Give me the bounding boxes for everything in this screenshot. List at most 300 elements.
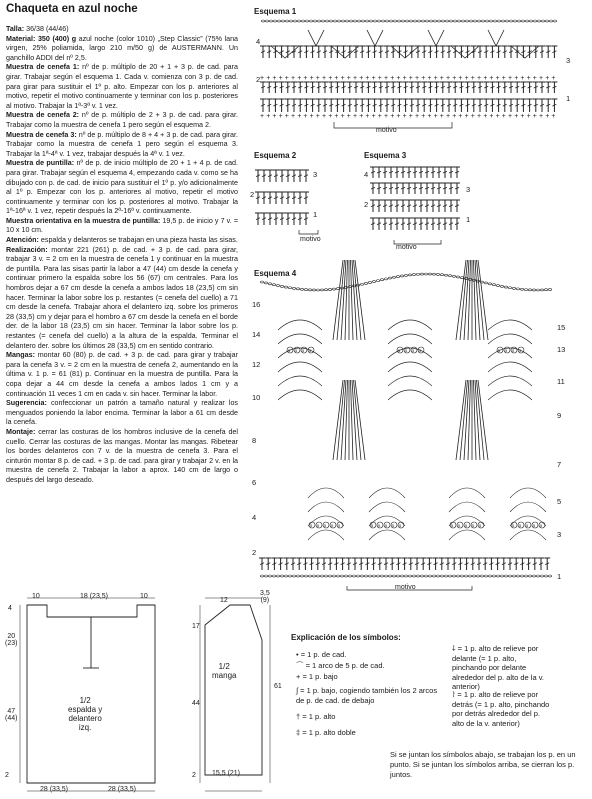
- paragraph-label: Muestra de cenefa 1:: [6, 63, 80, 72]
- stitch-ch: [505, 20, 508, 22]
- paragraph-text: cerrar las costuras de los hombros inclusive de la cenefa del cuello. Cerrar las costuras de las mangas. Montar las mangas. Ribetear los bordes delanteros con 7 v. de la muestra de cenefa 3. Para el cinturón montar 8 p. de cad. + 3 p. de cad. para girar y trabajar 2 v. en la muestra de cenefa 2. Trabajar la labor a aprox. 140 cm de largo o después del largo deseado.: [6, 427, 238, 484]
- arc-5ch: [504, 347, 510, 353]
- stitch-ch: [329, 20, 332, 22]
- paragraph-label: Muestra orientativa en la muestra de puntilla:: [6, 216, 161, 225]
- body-outline: [27, 605, 155, 783]
- dim-label: 61: [274, 683, 282, 690]
- stitch-sc: +: [458, 113, 463, 120]
- stitch-sc: +: [390, 113, 395, 120]
- stitch-sc: +: [334, 75, 339, 82]
- stitch-sc: +: [309, 113, 314, 120]
- motivo-bracket: [299, 230, 318, 234]
- stitch-ch: [349, 20, 352, 22]
- stitch-ch: [536, 289, 539, 291]
- stitch-sc: +: [359, 75, 364, 82]
- dim-label: 3,5 (9): [260, 590, 270, 604]
- stitch-ch: [260, 575, 263, 577]
- stitch-ch: [541, 20, 544, 22]
- stitch-sc: +: [396, 113, 401, 120]
- paragraph-label: Atención:: [6, 236, 39, 245]
- stitch-sc: +: [421, 113, 426, 120]
- legend-text: = 1 p. bajo, cogiendo también los 2 arcos de p. de cad. de debajo: [296, 686, 438, 705]
- stitch-ch: [429, 20, 432, 22]
- chart-2-title: Esquema 2: [254, 151, 297, 160]
- stitch-sc: +: [328, 75, 333, 82]
- stitch-sc: +: [452, 113, 457, 120]
- stitch-sc: +: [446, 75, 451, 82]
- stitch-ch: [553, 20, 556, 22]
- stitch-ch: [400, 275, 403, 277]
- stitch-ch: [492, 284, 495, 286]
- stitch-ch: [408, 575, 411, 577]
- row-number: 10: [252, 393, 261, 402]
- svg-text:5: 5: [512, 348, 515, 353]
- row-number: 9: [557, 411, 562, 420]
- stitch-ch: [413, 20, 416, 22]
- stitch-ch: [273, 20, 276, 22]
- stitch-sc: +: [377, 75, 382, 82]
- stitch-sc: +: [551, 75, 556, 82]
- stitch-ch: [281, 20, 284, 22]
- stitch-ch: [453, 20, 456, 22]
- stitch-ch: [336, 288, 339, 290]
- stitch-ch: [292, 287, 295, 289]
- paragraph-text: montar 60 (80) p. de cad. + 3 p. de cad. para girar y trabajar para la cenefa 3 v. = 2 cm en la muestra de cenefa 2, aumentando en la última v. 1 p. = 61 (81) p. Continuar en la muestra de puntilla. Para la copa dejar a 44 cm desde la cenefa a ambos lados 1 cm y a continuación 11 veces 1 cm en cada v. sin hacer. Terminar la labor.: [6, 351, 238, 398]
- arc-5ch: [532, 522, 538, 528]
- arc-5ch: [518, 522, 524, 528]
- stitch-ch: [352, 575, 355, 577]
- stitch-ch: [416, 273, 419, 275]
- chart-3-title: Esquema 3: [364, 151, 407, 160]
- stitch-sc: +: [539, 113, 544, 120]
- paragraph-text: nº de p. múltiplo de 20 + 1 + 3 p. de cad. para girar. Trabajar según el esquema 1. Cada v. comienza con 3 p. de cad. para girar para sustituir el 1º p. alto. Empezar con los p. anteriores al motivo, repetir el motivo continuamente y terminar con los p. posteriores al motivo. Trabajar la 1ª-3ª v. 1 vez.: [6, 63, 239, 110]
- legend-text: = 1 p. alto de relieve por delante (= 1 p. alto, pinchando por delante alrededor del p. alto de la v. anterior): [452, 644, 545, 691]
- stitch-ch: [336, 575, 339, 577]
- chart-3-diagram: [370, 167, 460, 244]
- stitch-ch: [412, 274, 415, 276]
- stitch-sc: +: [272, 75, 277, 82]
- stitch-sc: +: [396, 75, 401, 82]
- row-number: 3: [557, 530, 562, 539]
- stitch-sc: +: [384, 75, 389, 82]
- chart-1-title: Esquema 1: [254, 7, 297, 16]
- piece-label: 1/2 manga: [212, 662, 237, 680]
- stitch-ch: [276, 285, 279, 287]
- stitch-ch: [320, 575, 323, 577]
- legend-symbol-icon: ∫: [296, 686, 301, 695]
- stitch-ch: [512, 287, 515, 289]
- stitch-sc: +: [433, 113, 438, 120]
- paragraph: [6, 399, 238, 428]
- stitch-ch: [340, 287, 343, 289]
- stitch-ch: [529, 20, 532, 22]
- svg-text:5: 5: [465, 523, 468, 528]
- stitch-ch: [492, 575, 495, 577]
- stitch-ch: [332, 575, 335, 577]
- svg-text:5: 5: [519, 348, 522, 353]
- svg-text:5: 5: [399, 523, 402, 528]
- stitch-ch: [480, 575, 483, 577]
- stitch-ch: [532, 289, 535, 291]
- row-number: 3: [313, 170, 318, 179]
- stitch-sc: +: [402, 75, 407, 82]
- stitch-ch: [353, 20, 356, 22]
- chart-4-diagram: [259, 260, 552, 590]
- dim-label: 10: [32, 593, 40, 600]
- dim-label: 17: [192, 623, 200, 630]
- svg-text:5: 5: [458, 523, 461, 528]
- stitch-ch: [328, 575, 331, 577]
- svg-text:5: 5: [371, 523, 374, 528]
- row-number: 3: [566, 56, 571, 65]
- stitch-ch: [469, 20, 472, 22]
- stitch-ch: [376, 280, 379, 282]
- stitch-sc: +: [359, 113, 364, 120]
- arc-5ch: [391, 522, 397, 528]
- legend-text: = 1 p. alto de relieve por detrás (= 1 p. alto, pinchando por detrás alrededor del p. alto de la v. anterior): [452, 690, 550, 728]
- stitch-ch: [500, 285, 503, 287]
- row-number: 5: [557, 497, 562, 506]
- stitch-ch: [324, 289, 327, 291]
- stitch-ch: [409, 20, 412, 22]
- arc-5ch: [518, 347, 524, 353]
- stitch-ch: [472, 575, 475, 577]
- stitch-sc: +: [514, 113, 519, 120]
- stitch-ch: [341, 20, 344, 22]
- stitch-ch: [493, 20, 496, 22]
- paragraph: [6, 159, 238, 217]
- legend-text: = 1 arco de 5 p. de cad.: [305, 661, 385, 670]
- stitch-ch: [300, 575, 303, 577]
- stitch-ch: [328, 288, 331, 290]
- stitch-ch: [316, 289, 319, 291]
- stitch-sc: +: [489, 75, 494, 82]
- stitch-sc: +: [346, 75, 351, 82]
- legend-text: = 1 p. alto: [302, 712, 336, 721]
- stitch-sc: +: [464, 113, 469, 120]
- stitch-ch: [468, 278, 471, 280]
- arc-5ch: [337, 522, 343, 528]
- legend-title: Explicación de los símbolos:: [291, 633, 401, 642]
- paragraph: [6, 63, 238, 111]
- stitch-ch: [428, 273, 431, 275]
- paragraph-label: Sugerencia:: [6, 399, 47, 408]
- stitch-ch: [432, 273, 435, 275]
- legend-symbol-icon: ⸷: [452, 690, 458, 699]
- stitch-sc: +: [408, 75, 413, 82]
- stitch-ch: [284, 286, 287, 288]
- stitch-ch: [304, 289, 307, 291]
- stitch-ch: [460, 277, 463, 279]
- stitch-ch: [536, 575, 539, 577]
- stitch-ch: [464, 575, 467, 577]
- stitch-ch: [524, 575, 527, 577]
- paragraph-text: montar 221 (261) p. de cad. + 3 p. de cad. para girar, trabajar 3 v. = 2 cm en la muestra de cenefa 1 y continuar en la muestra de puntilla. Para las sisas partir la labor a 47 (44) cm desde la cenefa y continuar primero la espalda sobre los 56 (67) cm centrales. Para los hombros dejar a 67 cm desde la cenefa a ambos lados 18 (23,5) cm sin hacer. Terminar la labor sobre los p. restantes (= cenefa del cuello) a 71 cm desde la cenefa. Trabajar ahora el delantero izq. sobre los primeros 28 (33,5) cm y dejar para el hombro a 67 cm desde la cenefa en el borde der. de la labor 18 (23,5) cm sin hacer. Terminar la labor sobre los p. restantes (= cenefa del cuello) a la altura de la espalda. Terminar el delantero der. sobre los últimos 28 (33,5) cm en sentido contrario.: [6, 245, 238, 350]
- paragraph-text: espalda y delanteros se trabajan en una pieza hasta las sisas.: [38, 236, 238, 245]
- stitch-ch: [452, 575, 455, 577]
- stitch-ch: [504, 575, 507, 577]
- stitch-sc: +: [477, 75, 482, 82]
- svg-text:5: 5: [479, 523, 482, 528]
- paragraph-label: Muestra de cenefa 2:: [6, 111, 80, 120]
- arc-5ch: [308, 347, 314, 353]
- dim-label: 47 (44): [5, 708, 18, 722]
- stitch-ch: [444, 274, 447, 276]
- stitch-ch: [525, 20, 528, 22]
- svg-text:5: 5: [295, 348, 298, 353]
- stitch-ch: [524, 289, 527, 291]
- stitch-ch: [408, 274, 411, 276]
- legend-symbol-icon: ‡: [296, 728, 303, 737]
- row-number: 16: [252, 300, 261, 309]
- stitch-ch: [296, 288, 299, 290]
- stitch-sc: +: [371, 113, 376, 120]
- stitch-sc: +: [260, 113, 265, 120]
- stitch-ch: [464, 277, 467, 279]
- stitch-ch: [396, 276, 399, 278]
- legend-symbol-icon: †: [296, 712, 303, 721]
- stitch-ch: [512, 575, 515, 577]
- stitch-ch: [308, 575, 311, 577]
- stitch-ch: [296, 575, 299, 577]
- stitch-ch: [488, 575, 491, 577]
- paragraph-text: confeccionar un patrón a tamaño natural y realizar los menguados poniendo la labor encima. Terminar la labor a 61 cm desde la cenefa.: [6, 399, 238, 427]
- stitch-ch: [393, 20, 396, 22]
- stitch-ch: [537, 20, 540, 22]
- stitch-ch: [352, 285, 355, 287]
- arc-5ch: [316, 522, 322, 528]
- stitch-sc: +: [353, 75, 358, 82]
- stitch-ch: [361, 20, 364, 22]
- stitch-sc: +: [532, 75, 537, 82]
- stitch-ch: [488, 283, 491, 285]
- stitch-ch: [272, 284, 275, 286]
- stitch-ch: [265, 20, 268, 22]
- stitch-ch: [389, 20, 392, 22]
- stitch-sc: +: [266, 75, 271, 82]
- dim-label: 4: [8, 605, 12, 612]
- stitch-sc: +: [415, 75, 420, 82]
- stitch-ch: [357, 20, 360, 22]
- stitch-sc: +: [390, 75, 395, 82]
- stitch-ch: [412, 575, 415, 577]
- stitch-ch: [420, 273, 423, 275]
- stitch-ch: [268, 283, 271, 285]
- stitch-ch: [384, 575, 387, 577]
- stitch-ch: [392, 575, 395, 577]
- stitch-ch: [544, 575, 547, 577]
- legend-symbol-icon: +: [296, 672, 303, 681]
- stitch-ch: [533, 20, 536, 22]
- legend-text: = 1 p. de cad.: [300, 650, 347, 659]
- paragraph-text: nº de p. múltiplo de 2 + 3 p. de cad. para girar. Trabajar como la muestra de cenefa 1 pero según el esquema 2.: [6, 111, 238, 129]
- stitch-ch: [344, 286, 347, 288]
- stitch-ch: [277, 20, 280, 22]
- arc-5ch: [301, 347, 307, 353]
- stitch-ch: [508, 287, 511, 289]
- arc-5ch: [478, 522, 484, 528]
- arc-5ch: [294, 347, 300, 353]
- stitch-ch: [489, 20, 492, 22]
- svg-text:5: 5: [338, 523, 341, 528]
- stitch-ch: [332, 288, 335, 290]
- paragraph: [6, 217, 238, 236]
- stitch-ch: [376, 575, 379, 577]
- stitch-ch: [308, 289, 311, 291]
- stitch-ch: [481, 20, 484, 22]
- stitch-ch: [293, 20, 296, 22]
- stitch-sc: +: [539, 75, 544, 82]
- paragraph: [6, 25, 238, 35]
- paragraph: [6, 131, 238, 160]
- stitch-ch: [436, 273, 439, 275]
- stitch-ch: [269, 20, 272, 22]
- stitch-sc: +: [303, 113, 308, 120]
- stitch-sc: +: [315, 75, 320, 82]
- arc-5ch: [525, 522, 531, 528]
- stitch-ch: [428, 575, 431, 577]
- stitch-ch: [520, 288, 523, 290]
- arc-5ch: [384, 522, 390, 528]
- stitch-sc: +: [427, 113, 432, 120]
- svg-text:5: 5: [405, 348, 408, 353]
- stitch-ch: [484, 575, 487, 577]
- stitch-sc: +: [439, 75, 444, 82]
- arc-5ch: [397, 347, 403, 353]
- svg-text:5: 5: [540, 523, 543, 528]
- row-number: 3: [466, 185, 471, 194]
- stitch-sc: +: [501, 75, 506, 82]
- arc-5ch: [464, 522, 470, 528]
- stitch-ch: [461, 20, 464, 22]
- stitch-ch: [365, 20, 368, 22]
- stitch-ch: [385, 20, 388, 22]
- legend-item: [296, 712, 441, 722]
- stitch-sc: +: [532, 113, 537, 120]
- chart-4-title: Esquema 4: [254, 269, 297, 278]
- stitch-ch: [372, 281, 375, 283]
- stitch-ch: [372, 575, 375, 577]
- stitch-ch: [404, 575, 407, 577]
- chart-1-motivo: motivo: [376, 127, 397, 134]
- stitch-ch: [497, 20, 500, 22]
- stitch-sc: +: [551, 113, 556, 120]
- stitch-ch: [548, 575, 551, 577]
- svg-text:5: 5: [385, 523, 388, 528]
- legend-item: [296, 672, 441, 682]
- stitch-ch: [424, 273, 427, 275]
- stitch-sc: +: [315, 113, 320, 120]
- paragraph-text: 19,5 p. de inicio y 7 v. = 10 x 10 cm.: [6, 216, 238, 235]
- stitch-sc: +: [470, 113, 475, 120]
- stitch-ch: [289, 20, 292, 22]
- schematics: [20, 598, 270, 791]
- arc-5ch: [471, 522, 477, 528]
- stitch-ch: [333, 20, 336, 22]
- stitch-ch: [288, 575, 291, 577]
- arc-5ch: [287, 347, 293, 353]
- stitch-ch: [388, 277, 391, 279]
- stitch-ch: [501, 20, 504, 22]
- stitch-ch: [381, 20, 384, 22]
- paragraph: [6, 351, 238, 399]
- dim-label: 12: [220, 597, 228, 604]
- row-number: 12: [252, 360, 261, 369]
- arc-5ch: [497, 347, 503, 353]
- stitch-sc: +: [408, 113, 413, 120]
- stitch-sc: +: [284, 75, 289, 82]
- stitch-sc: +: [353, 113, 358, 120]
- stitch-sc: +: [278, 75, 283, 82]
- stitch-ch: [280, 575, 283, 577]
- stitch-sc: +: [439, 113, 444, 120]
- stitch-ch: [373, 20, 376, 22]
- svg-text:5: 5: [302, 348, 305, 353]
- stitch-ch: [421, 20, 424, 22]
- stitch-sc: +: [514, 75, 519, 82]
- row-number: 13: [557, 345, 566, 354]
- stitch-ch: [264, 282, 267, 284]
- paragraph: [6, 428, 238, 486]
- arc-5ch: [418, 347, 424, 353]
- stitch-ch: [508, 575, 511, 577]
- stitch-ch: [396, 575, 399, 577]
- stitch-ch: [517, 20, 520, 22]
- arc-5ch: [404, 347, 410, 353]
- stitch-sc: +: [470, 75, 475, 82]
- stitch-sc: +: [545, 75, 550, 82]
- stitch-ch: [317, 20, 320, 22]
- paragraph-text: 36/38 (44/46): [24, 25, 69, 33]
- stitch-ch: [369, 20, 372, 22]
- stitch-ch: [380, 279, 383, 281]
- stitch-sc: +: [421, 75, 426, 82]
- dim-label: 10: [140, 593, 148, 600]
- stitch-ch: [261, 20, 264, 22]
- stitch-ch: [313, 20, 316, 22]
- svg-text:5: 5: [378, 523, 381, 528]
- stitch-sc: +: [334, 113, 339, 120]
- stitch-sc: +: [526, 75, 531, 82]
- legend-symbol-icon: ⸸: [452, 644, 458, 653]
- sleeve-outline: [205, 605, 262, 775]
- arc-5ch: [457, 522, 463, 528]
- stitch-ch: [404, 274, 407, 276]
- stitch-ch: [337, 20, 340, 22]
- stitch-ch: [452, 275, 455, 277]
- stitch-sc: +: [303, 75, 308, 82]
- svg-text:5: 5: [324, 523, 327, 528]
- dim-label: 2: [192, 772, 196, 779]
- stitch-ch: [444, 575, 447, 577]
- paragraph: [6, 111, 238, 130]
- stitch-sc: +: [297, 113, 302, 120]
- stitch-sc: +: [402, 113, 407, 120]
- paragraph: [6, 35, 238, 64]
- stitch-ch: [549, 20, 552, 22]
- svg-text:5: 5: [419, 348, 422, 353]
- stitch-ch: [380, 575, 383, 577]
- legend-item: [452, 644, 552, 692]
- stitch-sc: +: [495, 75, 500, 82]
- row-number: 2: [364, 200, 369, 209]
- stitch-ch: [292, 575, 295, 577]
- arc-5ch: [398, 522, 404, 528]
- stitch-ch: [400, 575, 403, 577]
- stitch-ch: [345, 20, 348, 22]
- stitch-ch: [476, 575, 479, 577]
- arc-5ch: [377, 522, 383, 528]
